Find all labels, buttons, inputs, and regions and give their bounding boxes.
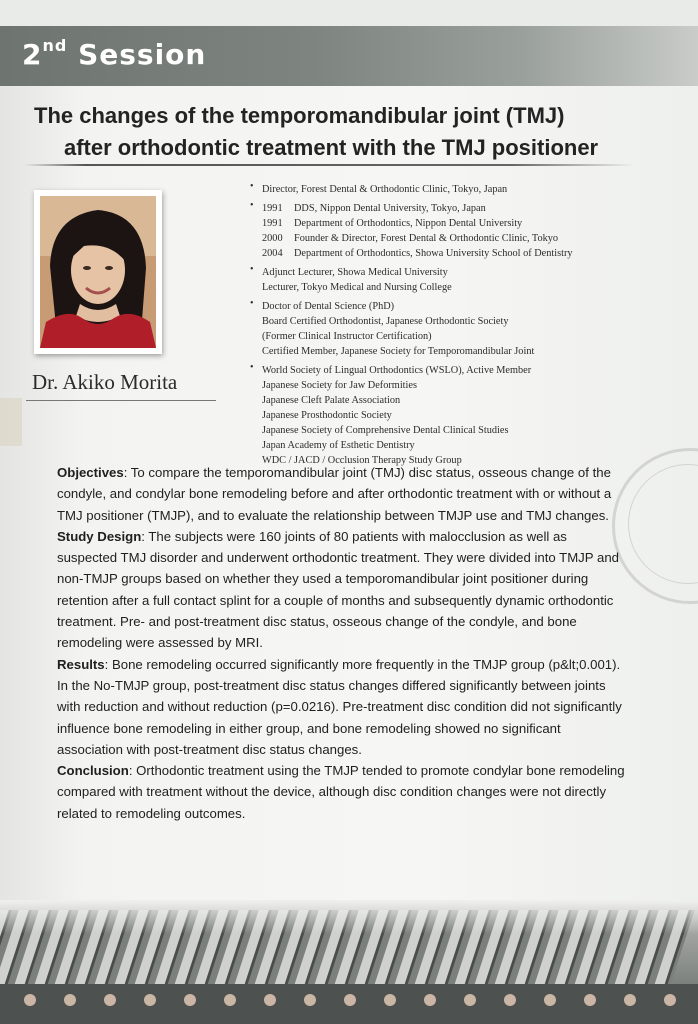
cv-year: 1991 xyxy=(262,203,283,214)
cv-text: Department of Orthodontics, Nippon Dental University xyxy=(294,218,523,229)
section-text: : Orthodontic treatment using the TMJP tended to promote condylar bone remodeling compared with treatment without the device, although disc condition changes were not directly related to remodeling outcomes. xyxy=(57,763,625,821)
cv-text: Founder & Director, Forest Dental & Orthodontic Clinic, Tokyo xyxy=(294,233,559,244)
cv-text: Japanese Prosthodontic Society xyxy=(262,410,392,421)
cv-text: World Society of Lingual Orthodontics (WSLO), Active Member xyxy=(262,365,532,376)
title-divider xyxy=(24,164,634,166)
cv-line xyxy=(262,408,670,423)
cv-line xyxy=(262,314,670,329)
section-label: Study Design xyxy=(57,528,142,544)
cv-line xyxy=(262,280,670,295)
cv-text: Japanese Society for Jaw Deformities xyxy=(262,380,417,391)
speaker-photo xyxy=(40,196,156,348)
session-word: Session xyxy=(78,38,207,71)
abstract-study-design xyxy=(57,526,627,654)
roof-mist-overlay xyxy=(0,900,698,934)
section-text: : Bone remodeling occurred significantly more frequently in the TMJP group (p&lt;0.001). In the No-TMJP group, post-treatment disc status changes differed significantly between joints with reduction and without reduction (p=0.0216). Pre-treatment disc condition did not significantly influence bone remodeling in either group, and bone remodeling showed no significant association with post-treatment disc status changes. xyxy=(57,656,622,757)
cv-group xyxy=(250,201,670,261)
cv-text: Doctor of Dental Science (PhD) xyxy=(262,301,395,312)
cv-year: 2004 xyxy=(262,248,283,259)
talk-title-line-2: after orthodontic treatment with the TMJ positioner xyxy=(64,135,599,160)
speaker-photo-frame xyxy=(34,190,162,354)
cv-line xyxy=(262,201,670,216)
cv-line xyxy=(262,378,670,393)
cv-group xyxy=(250,363,670,468)
speaker-cv xyxy=(250,182,670,472)
abstract-results xyxy=(57,654,627,760)
cv-line xyxy=(262,363,670,378)
abstract-conclusion xyxy=(57,760,627,824)
cv-text: DDS, Nippon Dental University, Tokyo, Japan xyxy=(294,203,486,214)
session-ordinal: nd xyxy=(42,36,68,55)
cv-line xyxy=(262,182,670,197)
cv-line xyxy=(262,231,670,246)
top-strip xyxy=(0,0,698,26)
cv-line xyxy=(262,216,670,231)
speaker-name: Dr. Akiko Morita xyxy=(32,370,178,394)
cv-group xyxy=(250,182,670,197)
cv-text: Japan Academy of Esthetic Dentistry xyxy=(262,440,415,451)
cv-text: Department of Orthodontics, Showa University School of Dentistry xyxy=(294,248,573,259)
talk-title-line-1: The changes of the temporomandibular joint (TMJ) xyxy=(34,103,565,128)
abstract-objectives xyxy=(57,462,627,526)
cv-line xyxy=(262,265,670,280)
session-number: 2 xyxy=(22,38,43,71)
abstract xyxy=(57,462,627,824)
speaker-name-divider xyxy=(26,400,216,401)
cv-line xyxy=(262,423,670,438)
section-text: : The subjects were 160 joints of 80 patients with malocclusion as well as suspected TMJ disorder and underwent orthodontic treatment. They were divided into TMJP and non-TMJP groups based on whether they used a temporomandibular joint positioner during retention after a full contact splint for a couple of months and subsequently dynamic orthodontic treatment. Pre- and post-treatment disc status, osseous change of the condyle, and bone remodeling were assessed by MRI. xyxy=(57,528,620,651)
cv-line xyxy=(262,344,670,359)
speaker-portrait-illustration xyxy=(40,196,156,348)
session-label xyxy=(22,38,206,71)
cv-text: Adjunct Lecturer, Showa Medical University xyxy=(262,267,448,278)
section-label: Results xyxy=(57,656,105,672)
cv-text: Japanese Cleft Palate Association xyxy=(262,395,401,406)
cv-year: 2000 xyxy=(262,233,283,244)
talk-title xyxy=(30,100,670,164)
cv-line xyxy=(262,438,670,453)
tape-mark xyxy=(0,398,22,446)
cv-group xyxy=(250,299,670,359)
cv-group xyxy=(250,265,670,295)
section-text: : To compare the temporomandibular joint (TMJ) disc status, osseous change of the condyle, and condylar bone remodeling before and after orthodontic treatment with or without a TMJ positioner (TMJP), and to evaluate the relationship between TMJP use and TMJ changes. xyxy=(57,465,612,523)
cv-text: Japanese Society of Comprehensive Dental Clinical Studies xyxy=(262,425,509,436)
cv-text: Lecturer, Tokyo Medical and Nursing College xyxy=(262,282,452,293)
section-label: Conclusion xyxy=(57,763,129,779)
cv-text: WDC / JACD / Occlusion Therapy Study Group xyxy=(262,455,462,466)
cv-line xyxy=(262,246,670,261)
cv-text: Board Certified Orthodontist, Japanese Orthodontic Society xyxy=(262,316,509,327)
cv-year: 1991 xyxy=(262,218,283,229)
cv-line xyxy=(262,329,670,344)
cv-line xyxy=(262,393,670,408)
cv-text: Director, Forest Dental & Orthodontic Clinic, Tokyo, Japan xyxy=(262,184,508,195)
cv-text: (Former Clinical Instructor Certification) xyxy=(262,331,432,342)
cv-line xyxy=(262,299,670,314)
section-label: Objectives xyxy=(57,465,124,480)
cv-text: Certified Member, Japanese Society for Temporomandibular Joint xyxy=(262,346,535,357)
